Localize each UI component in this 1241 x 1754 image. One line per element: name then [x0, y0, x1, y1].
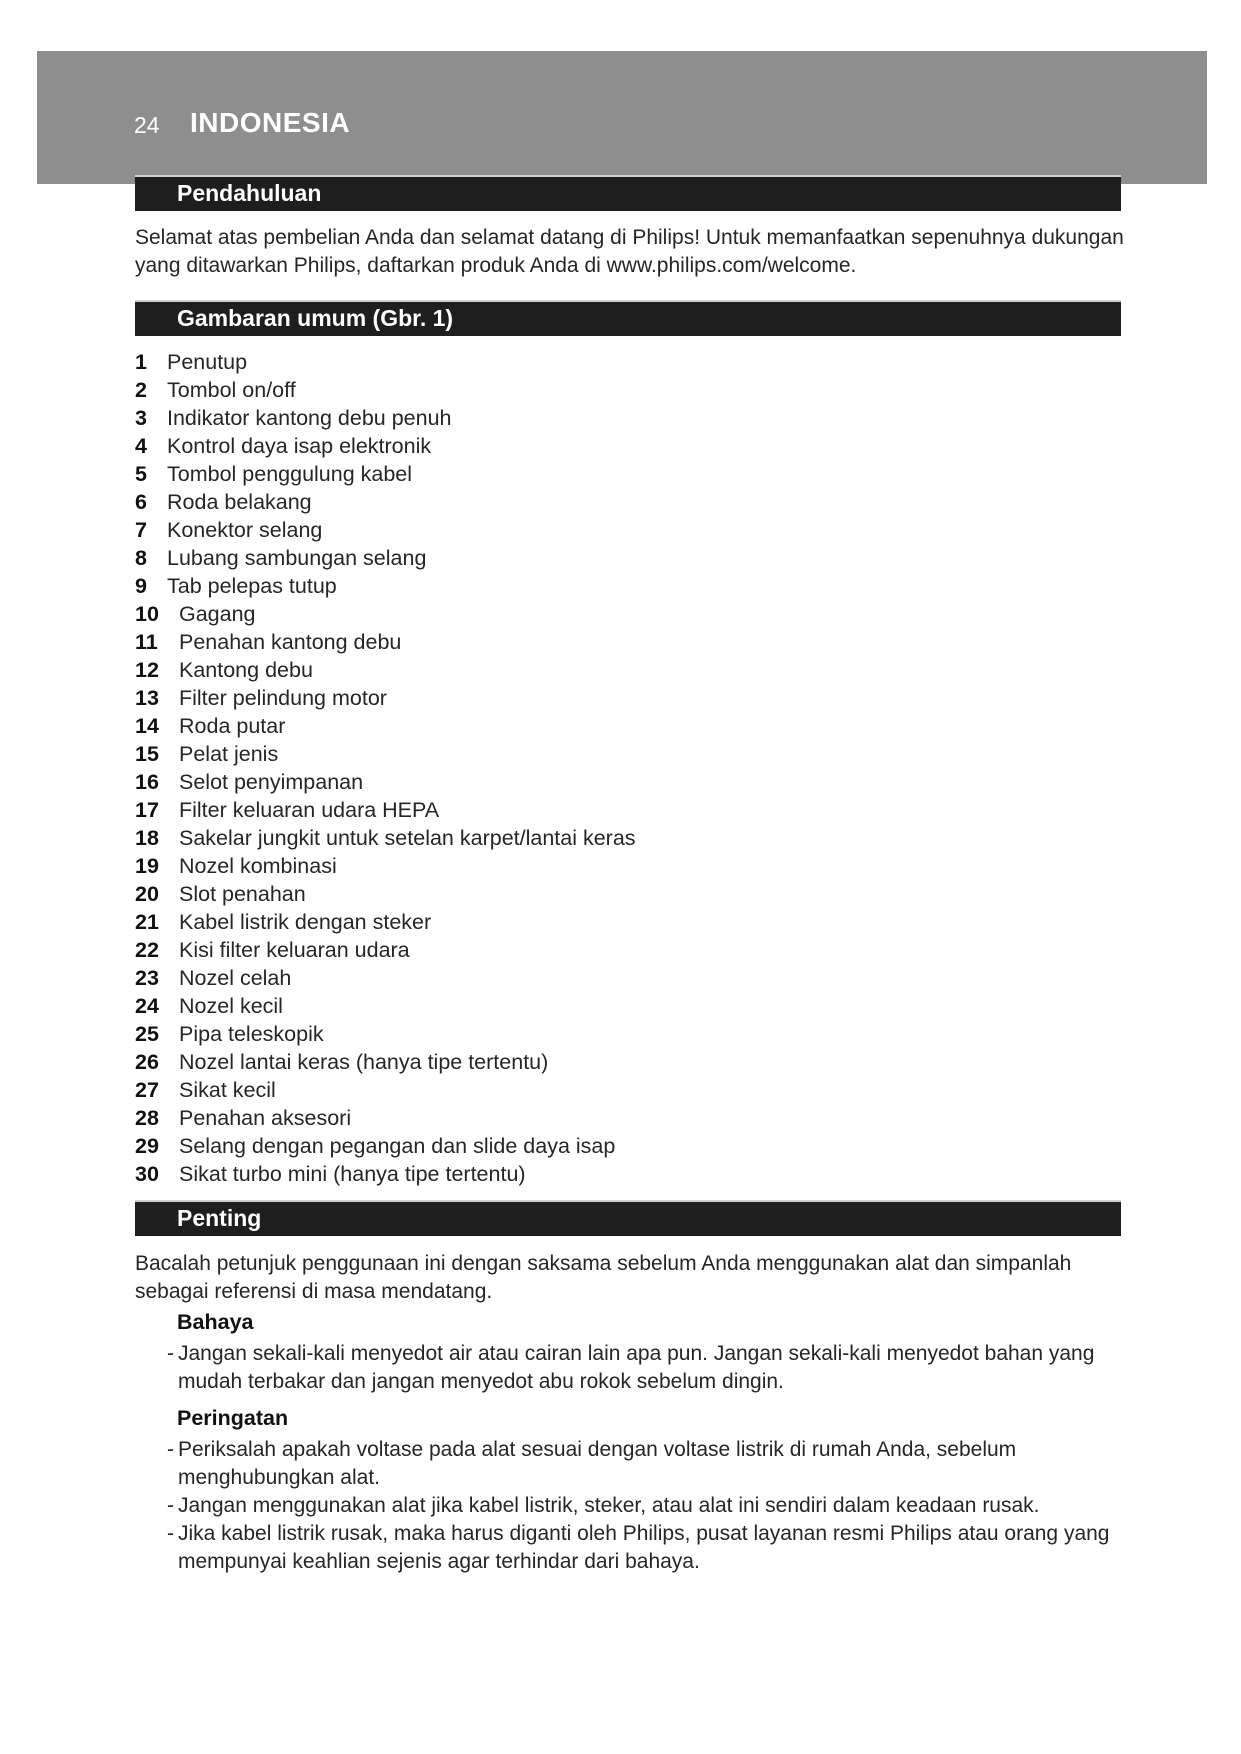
item-label: Sikat turbo mini (hanya tipe tertentu) — [179, 1162, 526, 1186]
item-label: Indikator kantong debu penuh — [167, 406, 452, 430]
item-label: Filter keluaran udara HEPA — [179, 798, 440, 822]
item-label: Kisi filter keluaran udara — [179, 938, 410, 962]
list-item — [135, 684, 636, 712]
list-item — [135, 572, 636, 600]
bullet-text: Periksalah apakah voltase pada alat sesuai dengan voltase listrik di rumah Anda, sebelum menghubungkan alat. — [178, 1438, 1017, 1489]
section-heading-intro — [135, 175, 1121, 211]
item-number: 8 — [135, 546, 147, 570]
list-item — [135, 488, 636, 516]
item-label: Sikat kecil — [179, 1078, 276, 1102]
item-number: 2 — [135, 378, 147, 402]
list-item — [135, 348, 636, 376]
item-label: Konektor selang — [167, 518, 323, 542]
list-item — [135, 1160, 636, 1188]
intro-paragraph: Selamat atas pembelian Anda dan selamat datang di Philips! Untuk memanfaatkan sepenuhnya dukungan yang ditawarkan Philips, daftarkan produk Anda di www.philips.com/welcome. — [135, 226, 1124, 277]
item-label: Nozel celah — [179, 966, 292, 990]
item-number: 7 — [135, 518, 147, 542]
section-heading-important — [135, 1200, 1121, 1236]
important-paragraph: Bacalah petunjuk penggunaan ini dengan saksama sebelum Anda menggunakan alat dan simpanlah sebagai referensi di masa mendatang. — [135, 1252, 1072, 1303]
bullet-marker: - — [167, 1438, 174, 1461]
bullet-text: Jangan sekali-kali menyedot air atau cairan lain apa pun. Jangan sekali-kali menyedot bahan yang mudah terbakar dan jangan menyedot abu rokok sebelum dingin. — [178, 1342, 1095, 1393]
list-item — [135, 404, 636, 432]
language-title: INDONESIA — [190, 107, 351, 138]
list-item — [135, 852, 636, 880]
item-number: 16 — [135, 770, 159, 794]
item-label: Gagang — [179, 602, 256, 626]
item-number: 19 — [135, 854, 159, 878]
bullet-marker: - — [167, 1342, 174, 1365]
item-label: Pipa teleskopik — [179, 1022, 324, 1046]
item-number: 21 — [135, 910, 159, 934]
item-label: Kantong debu — [179, 658, 313, 682]
warning-heading: Peringatan — [177, 1406, 289, 1430]
item-label: Roda putar — [179, 714, 286, 738]
warning-bullet — [135, 1492, 1125, 1520]
list-item — [135, 376, 636, 404]
list-item — [135, 1076, 636, 1104]
item-number: 11 — [135, 630, 158, 654]
bullet-marker: - — [167, 1522, 174, 1545]
item-label: Penahan kantong debu — [179, 630, 402, 654]
item-label: Tombol penggulung kabel — [167, 462, 413, 486]
page-header — [37, 51, 1207, 184]
list-item — [135, 1020, 636, 1048]
item-label: Penahan aksesori — [179, 1106, 352, 1130]
section-title: Pendahuluan — [177, 180, 322, 206]
list-item — [135, 740, 636, 768]
list-item — [135, 628, 636, 656]
item-number: 14 — [135, 714, 159, 738]
warning-bullet — [135, 1520, 1125, 1576]
section-title: Penting — [177, 1205, 262, 1231]
item-label: Selang dengan pegangan dan slide daya isap — [179, 1134, 616, 1158]
item-number: 25 — [135, 1022, 159, 1046]
warning-bullet — [135, 1436, 1125, 1492]
item-number: 1 — [135, 350, 147, 374]
item-label: Nozel kombinasi — [179, 854, 337, 878]
list-item — [135, 1104, 636, 1132]
item-label: Lubang sambungan selang — [167, 546, 427, 570]
section-title: Gambaran umum (Gbr. 1) — [177, 305, 454, 331]
item-label: Selot penyimpanan — [179, 770, 364, 794]
item-label: Roda belakang — [167, 490, 312, 514]
item-label: Tombol on/off — [167, 378, 296, 402]
item-number: 29 — [135, 1134, 159, 1158]
item-label: Kabel listrik dengan steker — [179, 910, 432, 934]
item-label: Pelat jenis — [179, 742, 279, 766]
item-number: 23 — [135, 966, 159, 990]
item-label: Sakelar jungkit untuk setelan karpet/lantai keras — [179, 826, 636, 850]
item-number: 20 — [135, 882, 159, 906]
bullet-text: Jika kabel listrik rusak, maka harus diganti oleh Philips, pusat layanan resmi Philips atau orang yang mempunyai keahlian sejenis agar terhindar dari bahaya. — [178, 1522, 1110, 1573]
danger-bullet — [135, 1340, 1125, 1396]
list-item — [135, 936, 636, 964]
list-item — [135, 432, 636, 460]
item-label: Penutup — [167, 350, 248, 374]
list-item — [135, 1132, 636, 1160]
item-label: Nozel kecil — [179, 994, 283, 1018]
item-number: 5 — [135, 462, 147, 486]
item-number: 30 — [135, 1162, 159, 1186]
item-label: Nozel lantai keras (hanya tipe tertentu) — [179, 1050, 549, 1074]
item-label: Kontrol daya isap elektronik — [167, 434, 432, 458]
item-number: 18 — [135, 826, 159, 850]
item-number: 9 — [135, 574, 147, 598]
item-number: 27 — [135, 1078, 159, 1102]
danger-heading: Bahaya — [177, 1310, 254, 1334]
list-item — [135, 712, 636, 740]
item-number: 3 — [135, 406, 147, 430]
list-item — [135, 824, 636, 852]
page-number: 24 — [134, 112, 160, 138]
list-item — [135, 992, 636, 1020]
item-number: 15 — [135, 742, 159, 766]
list-item — [135, 460, 636, 488]
list-item — [135, 544, 636, 572]
list-item — [135, 908, 636, 936]
item-number: 28 — [135, 1106, 159, 1130]
bullet-text: Jangan menggunakan alat jika kabel listrik, steker, atau alat ini sendiri dalam keadaan rusak. — [178, 1494, 1040, 1517]
item-number: 24 — [135, 994, 159, 1018]
list-item — [135, 880, 636, 908]
list-item — [135, 600, 636, 628]
item-label: Tab pelepas tutup — [167, 574, 337, 598]
item-number: 26 — [135, 1050, 159, 1074]
list-item — [135, 768, 636, 796]
item-number: 10 — [135, 602, 159, 626]
list-item — [135, 516, 636, 544]
item-label: Slot penahan — [179, 882, 306, 906]
item-number: 17 — [135, 798, 159, 822]
list-item — [135, 656, 636, 684]
item-number: 22 — [135, 938, 159, 962]
list-item — [135, 796, 636, 824]
list-item — [135, 964, 636, 992]
item-number: 4 — [135, 434, 147, 458]
list-item — [135, 1048, 636, 1076]
section-heading-overview — [135, 300, 1121, 336]
item-number: 6 — [135, 490, 147, 514]
bullet-marker: - — [167, 1494, 174, 1517]
item-label: Filter pelindung motor — [179, 686, 387, 710]
parts-list — [135, 348, 636, 1188]
item-number: 12 — [135, 658, 159, 682]
item-number: 13 — [135, 686, 159, 710]
